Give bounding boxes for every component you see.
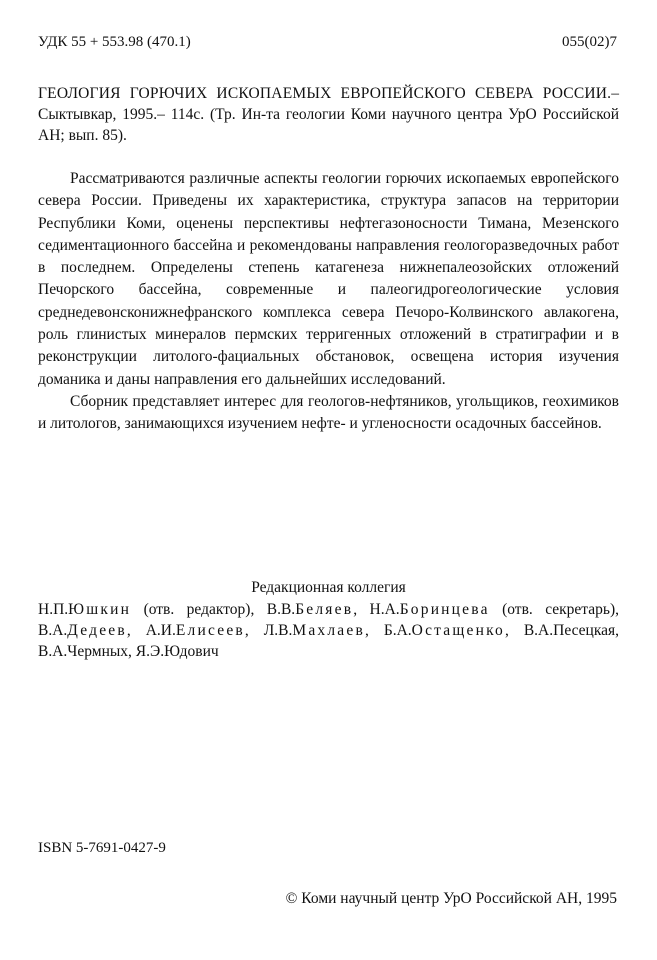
- member-surname: Остащенко: [411, 622, 505, 639]
- board-member: В.А.Песецкая,: [523, 622, 620, 639]
- member-surname: Махлаев: [292, 622, 365, 639]
- member-surname: Чермных: [67, 643, 129, 660]
- member-surname: Елисеев: [175, 622, 245, 639]
- member-surname: Юшкин: [68, 601, 132, 618]
- board-member: Л.В.Махлаев,: [263, 622, 384, 639]
- board-member: Б.А.Остащенко,: [383, 622, 524, 639]
- abstract: [38, 168, 619, 436]
- abstract-paragraph: Рассматриваются различные аспекты геологии горючих ископаемых европейского севера России. Приведены их характеристика, структура запасов на территории Республики Коми, оценены перспективы нефтегазоносности Тимана, Мезенского седиментационного бассейна и рекомендованы направления геологоразведочных работ в последнем. Определены степень катагенеза нижнепалеозойских отложений Печорского бассейна, современные и палеогидрогеологические условия среднедевонсконижнефранского комплекса севера Печоро-Колвинского авлакогена, роль глинистых минералов пермских терригенных отложений в стратиграфии и в реконструкции литолого-фациальных обстановок, освещена история изучения доманика и даны направления его дальнейших исследований.: [38, 170, 619, 388]
- board-member: В.А.Дедеев,: [38, 622, 146, 639]
- publication-details: – Сыктывкар, 1995.– 114с. (Тр. Ин-та геологии Коми научного центра УрО Российской АН; вып. 85).: [38, 85, 619, 144]
- board-member: А.И.Елисеев,: [145, 622, 264, 639]
- board-member: В.А.Чермных,: [38, 643, 136, 660]
- book-title: ГЕОЛОГИЯ ГОРЮЧИХ ИСКОПАЕМЫХ ЕВРОПЕЙСКОГО СЕВЕРА РОССИИ.: [38, 85, 612, 102]
- board-member: В.В.Беляев,: [266, 601, 370, 618]
- board-member: Н.А.Боринцева (отв. секретарь),: [369, 601, 620, 618]
- abstract-paragraph: Сборник представляет интерес для геологов-нефтяников, угольщиков, геохимиков и литологов, занимающихся изучением нефте- и угленосности осадочных бассейнов.: [38, 392, 619, 433]
- editorial-board: [38, 577, 619, 662]
- udk-code: УДК 55 + 553.98 (470.1): [38, 34, 191, 50]
- editorial-board-members: [38, 599, 619, 662]
- member-role: (отв. секретарь): [502, 601, 616, 618]
- copyright-notice: © Коми научный центр УрО Российской АН, 1995: [285, 890, 617, 907]
- isbn: ISBN 5-7691-0427-9: [38, 840, 166, 856]
- board-member: Я.Э.Юдович: [135, 643, 219, 660]
- bibliographic-description: [38, 83, 619, 146]
- board-member: Н.П.Юшкин (отв. редактор),: [38, 601, 267, 618]
- member-surname: Юдович: [164, 643, 219, 660]
- member-surname: Дедеев: [67, 622, 127, 639]
- member-surname: Беляев: [295, 601, 354, 618]
- classification-code: 055(02)7: [562, 34, 617, 50]
- member-role: (отв. редактор): [143, 601, 251, 618]
- editorial-board-title: Редакционная коллегия: [251, 579, 406, 596]
- member-surname: Песецкая: [553, 622, 616, 639]
- member-surname: Боринцева: [399, 601, 490, 618]
